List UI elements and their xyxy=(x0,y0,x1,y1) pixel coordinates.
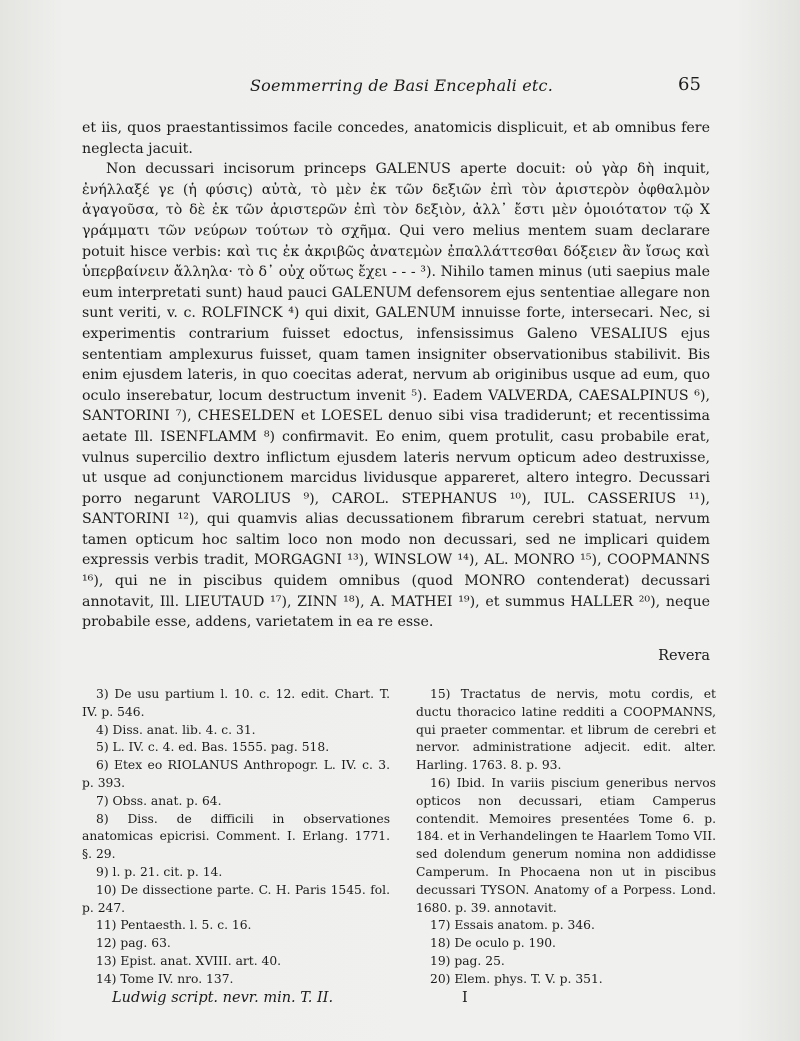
signature-mark: I xyxy=(462,990,468,1006)
footnote: 19) pag. 25. xyxy=(430,953,505,968)
footnote: 12) pag. 63. xyxy=(96,936,171,951)
footnote: 15) Tractatus de nervis, motu cordis, et ductu thoracico latine redditi a COOPMANNS, qui praeter commentar. et librum de cerebri et nervor. administratione adjecit. edit. alter. Harling. 1763. 8. p. 93. xyxy=(416,687,716,773)
footnote: 18) De oculo p. 190. xyxy=(430,936,556,951)
footnote: 4) Diss. anat. lib. 4. c. 31. xyxy=(96,722,256,737)
footnote: 7) Obss. anat. p. 64. xyxy=(96,793,222,808)
footnotes-left-column xyxy=(82,686,390,989)
footnote: 16) Ibid. In variis piscium generibus nervos opticos non decussari, etiam Camperus contendit. Memoires presentées Tome 6. p. 184. et in Verhandelingen te Haarlem Tomo VII. sed dolendum generum nomina non addidisse Camperum. In Phocaena non ut in piscibus decussari TYSON. Anatomy of a Porpess. Lond. 1680. p. 39. annotavit. xyxy=(416,775,716,915)
footnote: 6) Etex eo RIOLANUS Anthropogr. L. IV. c. 3. p. 393. xyxy=(82,758,390,790)
footnote: 5) L. IV. c. 4. ed. Bas. 1555. pag. 518. xyxy=(96,740,330,755)
paragraph-galenus: Non decussari incisorum princeps GALENUS aperte docuit: οὐ γὰρ δὴ inquit, ἐνήλλαξέ γε (ἡ φύσις) αὐτὰ, τὸ μὲν ἐκ τῶν δεξιῶν ἐπὶ τὸν ἀριστερὸν ὀφθαλμὸν ἀγαγοῦσα, τὸ δὲ ἐκ τῶν ἀριστερῶν ἐπὶ τὸν δεξιὸν, ἀλλ᾽ ἔστι μὲν ὁμοιότατον τῷ Χ γράμματι τῶν νεύρων τούτων τὸ σχῆμα. Qui vero melius mentem suam declarare potuit hisce verbis: καὶ τις ἐκ ἀκριβῶς ἀνατεμὼν ἐπαλλάττεσθαι δόξειεν ἂν ἴσως καὶ ὑπερβαίνειν ἄλληλα· τὸ δ᾽ οὐχ οὕτως ἔχει - - - ³). Nihilo tamen minus (uti saepius male eum interpretati sunt) haud pauci GALENUM defensorem ejus sententiae allegare non sunt veriti, v. c. ROLFINCK ⁴) qui dixit, GALENUM innuisse forte, intersecari. Nec, si experimentis contrarium fuisset edoctus, infensissimus Galeno VESALIUS ejus sententiam amplexurus fuisset, quam tamen insigniter observationibus stabilivit. Bis enim ejusdem lateris, in quo coecitas aderat, nervum ab originibus usque ad eum, quo oculo inserebatur, locum destructum invenit ⁵). Eadem VALVERDA, CAESALPINUS ⁶), SANTORINI ⁷), CHESELDEN et LOESEL denuo sibi visa tradiderunt; et recentissima aetate Ill. ISENFLAMM ⁸) confirmavit. Eo enim, quem protulit, casu probabile erat, vulnus supercilio dextro inflictum ejusdem lateris nervum opticum adeo destruxisse, ut usque ad conjunctionem marcidus lividusque appareret, altero integro. Decussari porro negarunt VAROLIUS ⁹), CAROL. STEPHANUS ¹⁰), IUL. CASSERIUS ¹¹), SANTORINI ¹²), qui quamvis alias decussationem fibrarum cerebri statuat, nervum tamen opticum hoc saltim loco non modo non decussari, sed ne implicari quidem expressis verbis tradit, MORGAGNI ¹³), WINSLOW ¹⁴), AL. MONRO ¹⁵), COOPMANNS ¹⁶), qui ne in piscibus quidem omnibus (quod MONRO contenderat) decussari annotavit, Ill. LIEUTAUD ¹⁷), ZINN ¹⁸), A. MATHEI ¹⁹), et summus HALLER ²⁰), neque probabile esse, addens, varietatem in ea re esse. xyxy=(82,161,710,631)
running-head xyxy=(0,76,800,102)
footnote: 17) Essais anatom. p. 346. xyxy=(430,918,595,933)
footnote: 9) l. p. 21. cit. p. 14. xyxy=(96,864,223,879)
footnote: 14) Tome IV. nro. 137. xyxy=(96,971,234,986)
footnote: 10) De dissectione parte. C. H. Paris 1545. fol. p. 247. xyxy=(82,882,390,915)
running-title: Soemmerring de Basi Encephali etc. xyxy=(250,76,553,95)
footnote: 8) Diss. de difficili in observationes anatomicas epicrisi. Comment. I. Erlang. 1771. §. 29. xyxy=(82,811,390,862)
footnote: 20) Elem. phys. T. V. p. 351. xyxy=(430,971,603,986)
signature-line: Ludwig script. nevr. min. T. II. xyxy=(112,990,334,1006)
page-footer xyxy=(82,990,712,1012)
main-text xyxy=(82,118,710,633)
footnote: 11) Pentaesth. l. 5. c. 16. xyxy=(96,918,252,933)
footnotes-right-column xyxy=(416,686,716,989)
paragraph-continuation: et iis, quos praestantissimos facile concedes, anatomicis displicuit, et ab omnibus fere neglecta jacuit. xyxy=(82,120,710,157)
footnote: 3) De usu partium l. 10. c. 12. edit. Chart. T. IV. p. 546. xyxy=(82,687,390,719)
footnote: 13) Epist. anat. XVIII. art. 40. xyxy=(96,953,282,968)
catchword: Revera xyxy=(658,648,710,664)
page-number: 65 xyxy=(678,74,701,95)
